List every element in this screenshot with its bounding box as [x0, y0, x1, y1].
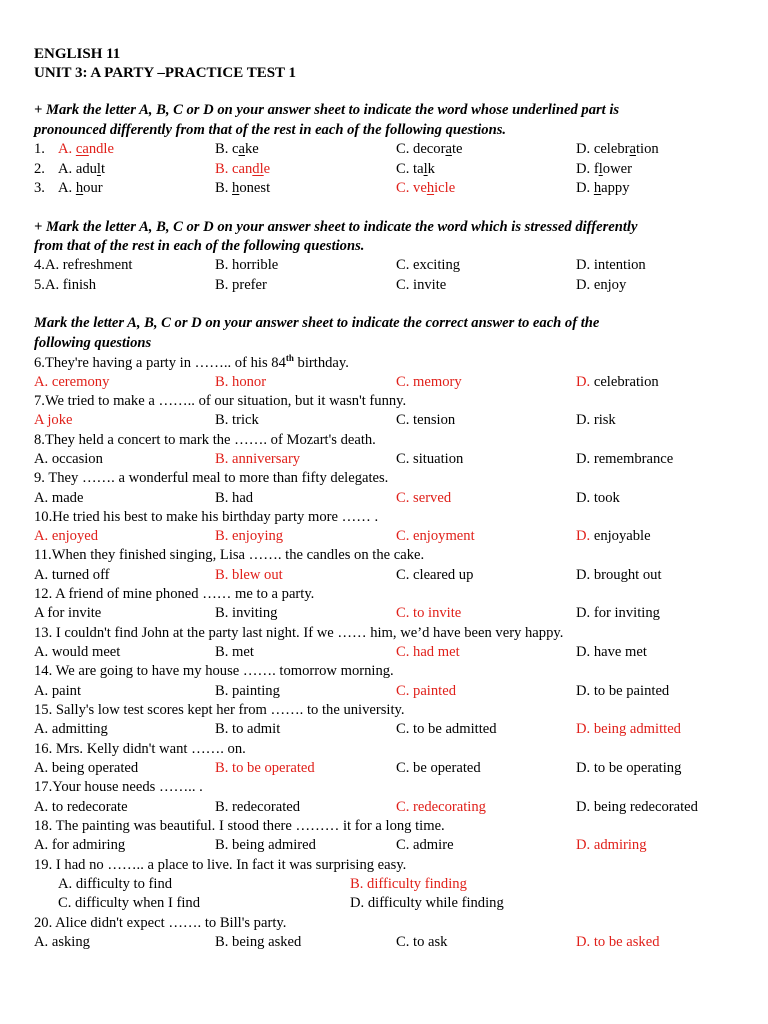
option-c: C. decorate — [396, 141, 463, 157]
option-a: 5.A. finish — [34, 277, 97, 293]
options-row — [0, 894, 768, 913]
option-d: D. being redecorated — [576, 799, 698, 815]
question-stem: 9. They ……. a wonderful meal to more than fifty delegates. — [34, 470, 389, 486]
option-c: C. painted — [396, 683, 456, 699]
question-number: 3. — [34, 180, 45, 196]
option-a: A. asking — [34, 934, 90, 950]
option-d: D. enjoy — [576, 277, 627, 293]
option-a: A. being operated — [34, 760, 139, 776]
option-a: A. occasion — [34, 451, 103, 467]
option-c: C. to ask — [396, 934, 448, 950]
question-row — [0, 179, 768, 198]
option-d: D. have met — [576, 644, 647, 660]
option-a: A joke — [34, 412, 73, 428]
option-a: A. made — [34, 490, 84, 506]
course-title: ENGLISH 11 — [34, 46, 121, 62]
option-a: A. to redecorate — [34, 799, 128, 815]
option-b: B. difficulty finding — [350, 876, 467, 892]
option-c: C. to invite — [396, 605, 462, 621]
section2-instruction-line1: + Mark the letter A, B, C or D on your answer sheet to indicate the word which is stressed differently — [34, 219, 638, 235]
option-b: B. horrible — [215, 257, 279, 273]
option-d: D. celebration — [576, 141, 659, 157]
option-a: 4.A. refreshment — [34, 257, 133, 273]
option-a: A. ceremony — [34, 374, 110, 390]
option-b: B. cake — [215, 141, 259, 157]
options-row — [0, 566, 768, 585]
option-b: B. to admit — [215, 721, 281, 737]
option-b: B. enjoying — [215, 528, 284, 544]
question-number: 1. — [34, 141, 45, 157]
option-b: B. painting — [215, 683, 280, 699]
option-c: C. talk — [396, 161, 435, 177]
options-row — [0, 373, 768, 392]
section1-instruction-line2: pronounced differently from that of the rest in each of the following questions. — [34, 122, 507, 138]
option-a: A. adult — [58, 161, 106, 177]
section2-instruction-line2: from that of the rest in each of the following questions. — [34, 238, 365, 254]
option-b: B. being admired — [215, 837, 316, 853]
option-b: B. candle — [215, 161, 271, 177]
option-b: B. trick — [215, 412, 259, 428]
option-b: B. prefer — [215, 277, 267, 293]
option-text: enjoyable — [590, 528, 651, 544]
option-d — [576, 527, 651, 546]
question-stem: 19. I had no …….. a place to live. In fact it was surprising easy. — [34, 857, 407, 873]
option-c: C. be operated — [396, 760, 481, 776]
options-row — [0, 682, 768, 701]
options-row — [0, 759, 768, 778]
option-a: A. for admiring — [34, 837, 126, 853]
option-d: D. to be operating — [576, 760, 682, 776]
question-number: 2. — [34, 161, 45, 177]
option-c: C. situation — [396, 451, 464, 467]
question-stem: 18. The painting was beautiful. I stood there ……… it for a long time. — [34, 818, 445, 834]
question-stem: 6.They're having a party in …….. of his 84th birthday. — [34, 353, 349, 371]
question-stem: 7.We tried to make a …….. of our situation, but it wasn't funny. — [34, 393, 407, 409]
option-c: C. served — [396, 490, 452, 506]
option-d: D. being admitted — [576, 721, 681, 737]
option-letter: D. — [576, 528, 591, 544]
question-stem: 10.He tried his best to make his birthday party more …… . — [34, 509, 379, 525]
option-d: D. celebration — [576, 374, 659, 390]
option-d: D. remembrance — [576, 451, 674, 467]
option-a: A. admitting — [34, 721, 108, 737]
option-d: D. for inviting — [576, 605, 660, 621]
options-row — [0, 933, 768, 952]
option-a: A. paint — [34, 683, 82, 699]
option-d: D. to be painted — [576, 683, 670, 699]
option-c: C. admire — [396, 837, 454, 853]
option-b: B. blew out — [215, 567, 283, 583]
option-d: D. took — [576, 490, 620, 506]
option-c: C. to be admitted — [396, 721, 497, 737]
option-b: B. being asked — [215, 934, 302, 950]
option-a: A. difficulty to find — [58, 876, 173, 892]
question-stem: 13. I couldn't find John at the party last night. If we …… him, we’d have been very happy. — [34, 625, 564, 641]
option-b: B. had — [215, 490, 254, 506]
options-row — [0, 604, 768, 623]
option-a: A. turned off — [34, 567, 110, 583]
option-d: D. happy — [576, 180, 630, 196]
option-d: D. risk — [576, 412, 616, 428]
option-a: A for invite — [34, 605, 102, 621]
option-c: C. exciting — [396, 257, 461, 273]
option-b: B. anniversary — [215, 451, 301, 467]
option-c: C. cleared up — [396, 567, 474, 583]
option-b: B. met — [215, 644, 254, 660]
section1-instruction-line1: + Mark the letter A, B, C or D on your answer sheet to indicate the word whose underlined part is — [34, 102, 620, 118]
option-a: A. would meet — [34, 644, 121, 660]
question-stem: 20. Alice didn't expect ……. to Bill's party. — [34, 915, 287, 931]
option-c: C. vehicle — [396, 180, 456, 196]
question-stem: 11.When they finished singing, Lisa ……. the candles on the cake. — [34, 547, 425, 563]
option-b: B. to be operated — [215, 760, 315, 776]
options-row — [0, 720, 768, 739]
options-row — [0, 527, 768, 546]
options-row — [0, 489, 768, 508]
section3-instruction-line2: following questions — [34, 335, 152, 351]
option-c: C. difficulty when I find — [58, 895, 200, 911]
question-row — [0, 256, 768, 275]
option-c: C. redecorating — [396, 799, 486, 815]
options-row — [0, 643, 768, 662]
option-c: C. tension — [396, 412, 456, 428]
options-row — [0, 798, 768, 817]
unit-title: UNIT 3: A PARTY –PRACTICE TEST 1 — [34, 65, 297, 81]
question-row — [0, 140, 768, 159]
question-row — [0, 276, 768, 295]
option-d: D. intention — [576, 257, 646, 273]
option-b: B. redecorated — [215, 799, 301, 815]
question-stem: 17.Your house needs …….. . — [34, 779, 203, 795]
options-row — [0, 875, 768, 894]
options-row — [0, 411, 768, 430]
option-d: D. admiring — [576, 837, 647, 853]
option-c: C. invite — [396, 277, 447, 293]
option-d: D. brought out — [576, 567, 662, 583]
option-d: D. to be asked — [576, 934, 660, 950]
question-stem: 8.They held a concert to mark the ……. of Mozart's death. — [34, 432, 376, 448]
option-d: D. difficulty while finding — [350, 895, 504, 911]
question-row — [0, 160, 768, 179]
options-row — [0, 836, 768, 855]
option-a: A. candle — [58, 141, 114, 157]
option-c: C. enjoyment — [396, 528, 475, 544]
section3-instruction-line1: Mark the letter A, B, C or D on your answer sheet to indicate the correct answer to each of the — [34, 315, 600, 331]
option-c: C. memory — [396, 374, 462, 390]
option-b: B. honest — [215, 180, 271, 196]
question-stem: 15. Sally's low test scores kept her from ……. to the university. — [34, 702, 405, 718]
option-a: A. enjoyed — [34, 528, 99, 544]
question-stem: 12. A friend of mine phoned …… me to a party. — [34, 586, 315, 602]
option-c: C. had met — [396, 644, 460, 660]
option-b: B. honor — [215, 374, 267, 390]
question-stem: 16. Mrs. Kelly didn't want ……. on. — [34, 741, 246, 757]
question-stem: 14. We are going to have my house ……. tomorrow morning. — [34, 663, 394, 679]
option-b: B. inviting — [215, 605, 278, 621]
option-a: A. hour — [58, 180, 103, 196]
options-row — [0, 450, 768, 469]
option-d: D. flower — [576, 161, 632, 177]
